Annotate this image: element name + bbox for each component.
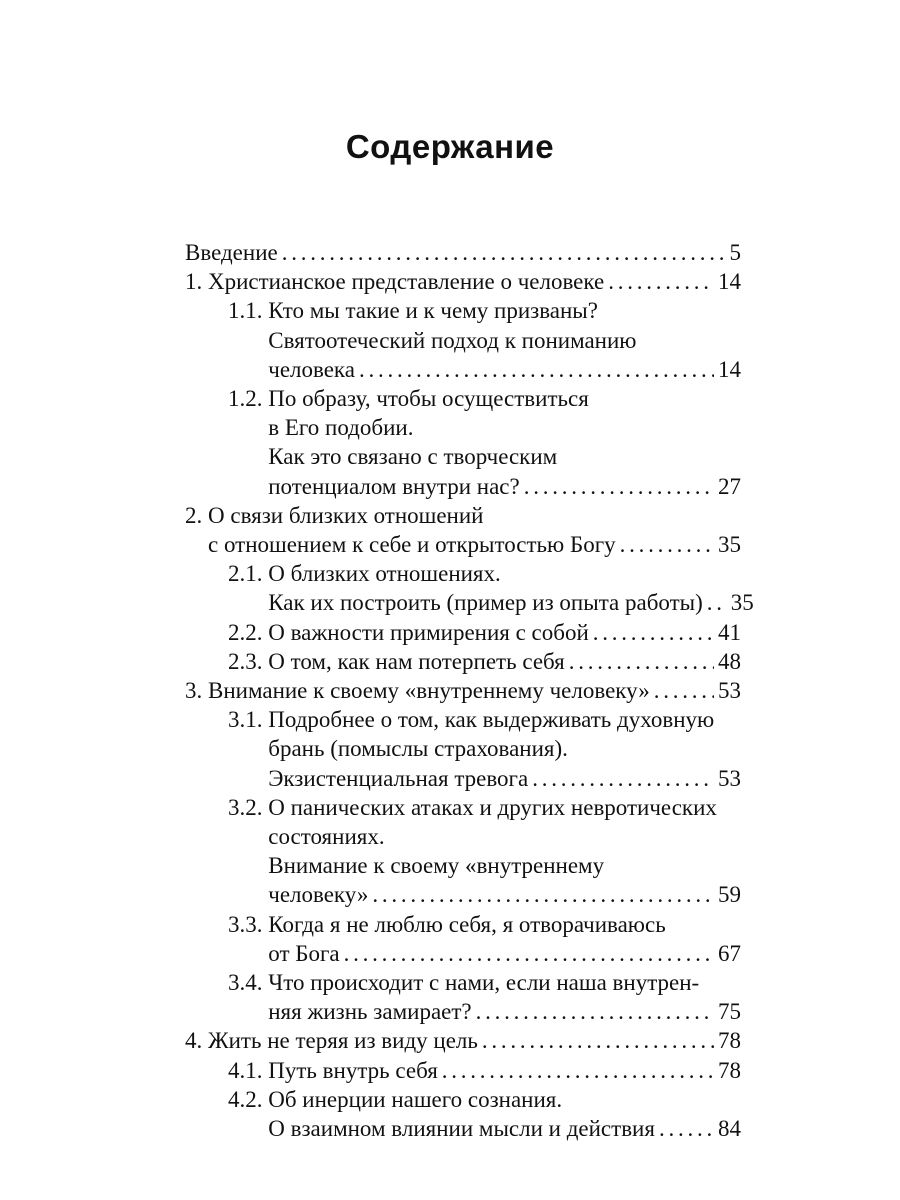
dot-leader [608, 267, 714, 296]
toc-entry-number: 3.3. [228, 911, 269, 937]
dot-leader [659, 1114, 714, 1143]
toc-entry[interactable] [228, 618, 741, 647]
toc-entry-line: брань (помыслы страхования). [268, 736, 568, 762]
toc-entry[interactable] [228, 296, 741, 384]
toc-entry[interactable] [228, 1056, 741, 1085]
toc-page-number: 78 [718, 1057, 741, 1083]
toc-page-number: 53 [718, 765, 741, 791]
dot-leader [707, 588, 727, 617]
toc-entry-line: Внимание к своему «внутреннему человеку» [208, 678, 650, 704]
toc-entry-line: Путь внутрь себя [268, 1057, 438, 1083]
dot-leader [282, 238, 726, 267]
dot-leader [372, 880, 714, 909]
toc-entry[interactable] [228, 559, 754, 617]
toc-page-number: 84 [718, 1116, 741, 1142]
toc-entry-number: 2. [185, 502, 208, 528]
toc-entry[interactable] [228, 384, 741, 501]
toc-page-number: 35 [718, 532, 741, 558]
toc-entry-line: с отношением к себе и открытостью Богу [208, 532, 616, 558]
toc-entry-line: состояниях. [268, 824, 385, 850]
toc-page-number: 41 [718, 619, 741, 645]
toc-page-number: 59 [718, 882, 741, 908]
toc-page-number: 78 [718, 1028, 741, 1054]
toc-entry[interactable] [228, 910, 741, 968]
dot-leader [476, 997, 714, 1026]
toc-page-number: 48 [718, 648, 741, 674]
toc-entry-number: 3.2. [228, 794, 269, 820]
toc-entry-number: 2.2. [228, 619, 269, 645]
toc-entry-line: О важности примирения с собой [268, 619, 589, 645]
toc-entry[interactable] [185, 1026, 741, 1055]
toc-entry[interactable] [185, 501, 741, 559]
toc-entry-number: 3.1. [228, 707, 269, 733]
table-of-contents [185, 238, 754, 1143]
dot-leader [344, 939, 714, 968]
dot-leader [532, 764, 714, 793]
toc-entry[interactable] [185, 238, 741, 267]
toc-entry-number: 1.1. [228, 298, 269, 324]
toc-entry-line: от Бога [268, 940, 340, 966]
toc-entry-line: человеку» [268, 882, 369, 908]
page-title: Содержание [345, 128, 555, 165]
toc-entry-line: Христианское представление о человеке [208, 269, 605, 295]
dot-leader [593, 618, 714, 647]
toc-entry[interactable] [185, 267, 741, 296]
dot-leader [442, 1056, 714, 1085]
toc-entry-line: О связи близких отношений [208, 502, 484, 528]
dot-leader [620, 530, 714, 559]
toc-page-number: 5 [729, 240, 741, 265]
toc-entry-number: 1.2. [228, 386, 269, 412]
toc-entry-line: Как это связано с творческим [268, 444, 558, 470]
toc-entry-number: 3. [185, 678, 208, 704]
toc-page-number: 14 [718, 356, 741, 382]
dot-leader [569, 647, 714, 676]
toc-entry-line: Экзистенциальная тревога [268, 765, 529, 791]
toc-entry-line: Что происходит с нами, если наша внутрен- [268, 970, 700, 996]
toc-entry-line: Внимание к своему «внутреннему [268, 853, 605, 879]
toc-entry-number: 3.4. [228, 970, 269, 996]
dot-leader [482, 1026, 714, 1055]
toc-entry-line: Подробнее о том, как выдерживать духовную [268, 707, 715, 733]
toc-entry[interactable] [228, 647, 741, 676]
toc-entry[interactable] [228, 793, 741, 910]
toc-page-number: 67 [718, 940, 741, 966]
toc-entry[interactable] [228, 705, 741, 793]
toc-entry-number: 4. [185, 1028, 208, 1054]
toc-page-number: 53 [718, 678, 741, 704]
toc-entry-line: О том, как нам потерпеть себя [268, 648, 565, 674]
toc-entry-number: 2.3. [228, 648, 269, 674]
toc-page-number: 75 [718, 999, 741, 1025]
toc-entry-line: Введение [185, 240, 278, 265]
toc-entry[interactable] [185, 676, 741, 705]
toc-entry-line: в Его подобии. [268, 415, 414, 441]
toc-entry-line: О панических атаках и других невротических [268, 794, 717, 820]
dot-leader [524, 472, 714, 501]
toc-entry[interactable] [228, 968, 741, 1026]
toc-entry-line: потенциалом внутри нас? [268, 473, 520, 499]
toc-entry-line: няя жизнь замирает? [268, 999, 472, 1025]
toc-entry-line: Жить не теряя из виду цель [208, 1028, 478, 1054]
toc-page-number: 35 [730, 590, 754, 616]
toc-entry-line: Как их построить (пример из опыта работы) [268, 590, 703, 616]
dot-leader [359, 355, 714, 384]
toc-entry-line: Когда я не люблю себя, я отворачиваюсь [268, 911, 666, 937]
toc-entry-line: О близких отношениях. [268, 561, 501, 587]
toc-entry-line: О взаимном влиянии мысли и действия [268, 1116, 655, 1142]
toc-entry-number: 4.2. [228, 1086, 269, 1112]
toc-entry-number: 1. [185, 269, 208, 295]
toc-entry-line: Святоотеческий подход к пониманию [268, 327, 637, 353]
toc-entry-number: 2.1. [228, 561, 269, 587]
toc-entry-line: Об инерции нашего сознания. [268, 1086, 563, 1112]
toc-page-number: 14 [718, 269, 741, 295]
toc-entry-line: Кто мы такие и к чему призваны? [268, 298, 598, 324]
toc-entry-number: 4.1. [228, 1057, 269, 1083]
toc-entry-line: человека [268, 356, 355, 382]
toc-page-number: 27 [718, 473, 741, 499]
dot-leader [654, 676, 714, 705]
toc-entry[interactable] [228, 1085, 741, 1143]
toc-entry-line: По образу, чтобы осуществиться [268, 386, 589, 412]
